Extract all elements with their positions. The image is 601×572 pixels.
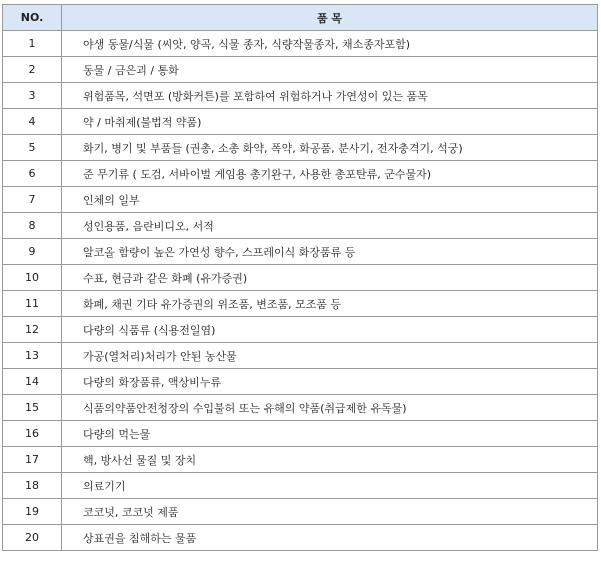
row-number: 12 xyxy=(3,317,62,343)
table-row xyxy=(3,135,598,161)
row-item: 약 / 마취제(불법적 약품) xyxy=(62,109,598,135)
table-row xyxy=(3,369,598,395)
row-number: 6 xyxy=(3,161,62,187)
table-row xyxy=(3,421,598,447)
table-row xyxy=(3,83,598,109)
row-number: 16 xyxy=(3,421,62,447)
row-item: 위험품목, 석면포 (방화커튼)를 포함하여 위험하거나 가연성이 있는 품목 xyxy=(62,83,598,109)
row-item: 수표, 현금과 같은 화폐 (유가증권) xyxy=(62,265,598,291)
table-row xyxy=(3,57,598,83)
row-item: 준 무기류 ( 도검, 서바이벌 게임용 총기완구, 사용한 총포탄류, 군수물자) xyxy=(62,161,598,187)
row-number: 15 xyxy=(3,395,62,421)
prohibited-items-table xyxy=(2,4,598,551)
row-item: 인체의 일부 xyxy=(62,187,598,213)
row-item: 화기, 병기 및 부품들 (권총, 소총 화약, 폭약, 화공품, 분사기, 전자충격기, 석궁) xyxy=(62,135,598,161)
row-number: 14 xyxy=(3,369,62,395)
table-row xyxy=(3,213,598,239)
table-row xyxy=(3,31,598,57)
table-row xyxy=(3,109,598,135)
table-row xyxy=(3,343,598,369)
table-row xyxy=(3,317,598,343)
row-number: 2 xyxy=(3,57,62,83)
row-item: 다량의 화장품류, 액상비누류 xyxy=(62,369,598,395)
table-row xyxy=(3,291,598,317)
row-number: 5 xyxy=(3,135,62,161)
prohibited-items-table-wrapper xyxy=(2,4,597,551)
header-no: NO. xyxy=(3,5,62,31)
row-item: 가공(열처리)처리가 안된 농산물 xyxy=(62,343,598,369)
row-item: 의료기기 xyxy=(62,473,598,499)
row-number: 10 xyxy=(3,265,62,291)
row-item: 화폐, 채권 기타 유가증권의 위조품, 변조품, 모조품 등 xyxy=(62,291,598,317)
row-number: 18 xyxy=(3,473,62,499)
table-row xyxy=(3,395,598,421)
table-row xyxy=(3,239,598,265)
table-row xyxy=(3,499,598,525)
table-row xyxy=(3,265,598,291)
table-row xyxy=(3,187,598,213)
table-body xyxy=(3,31,598,551)
row-number: 11 xyxy=(3,291,62,317)
row-item: 핵, 방사선 물질 및 장치 xyxy=(62,447,598,473)
table-header-row xyxy=(3,5,598,31)
row-item: 동물 / 금은괴 / 통화 xyxy=(62,57,598,83)
header-item: 품 목 xyxy=(62,5,598,31)
row-number: 4 xyxy=(3,109,62,135)
row-item: 상표권을 침해하는 물품 xyxy=(62,525,598,551)
table-row xyxy=(3,161,598,187)
table-row xyxy=(3,447,598,473)
row-number: 7 xyxy=(3,187,62,213)
row-number: 13 xyxy=(3,343,62,369)
row-item: 알코올 함량이 높은 가연성 향수, 스프레이식 화장품류 등 xyxy=(62,239,598,265)
row-item: 성인용품, 음란비디오, 서적 xyxy=(62,213,598,239)
table-row xyxy=(3,525,598,551)
row-number: 20 xyxy=(3,525,62,551)
row-item: 식품의약품안전청장의 수입불허 또는 유해의 약품(취급제한 유독물) xyxy=(62,395,598,421)
row-number: 19 xyxy=(3,499,62,525)
row-number: 9 xyxy=(3,239,62,265)
row-item: 다량의 먹는물 xyxy=(62,421,598,447)
row-number: 8 xyxy=(3,213,62,239)
row-item: 야생 동물/식물 (씨앗, 양곡, 식물 종자, 식량작물종자, 채소종자포함) xyxy=(62,31,598,57)
row-item: 코코넛, 코코넛 제품 xyxy=(62,499,598,525)
row-number: 1 xyxy=(3,31,62,57)
row-number: 3 xyxy=(3,83,62,109)
row-number: 17 xyxy=(3,447,62,473)
row-item: 다량의 식품류 (식용전일염) xyxy=(62,317,598,343)
table-row xyxy=(3,473,598,499)
